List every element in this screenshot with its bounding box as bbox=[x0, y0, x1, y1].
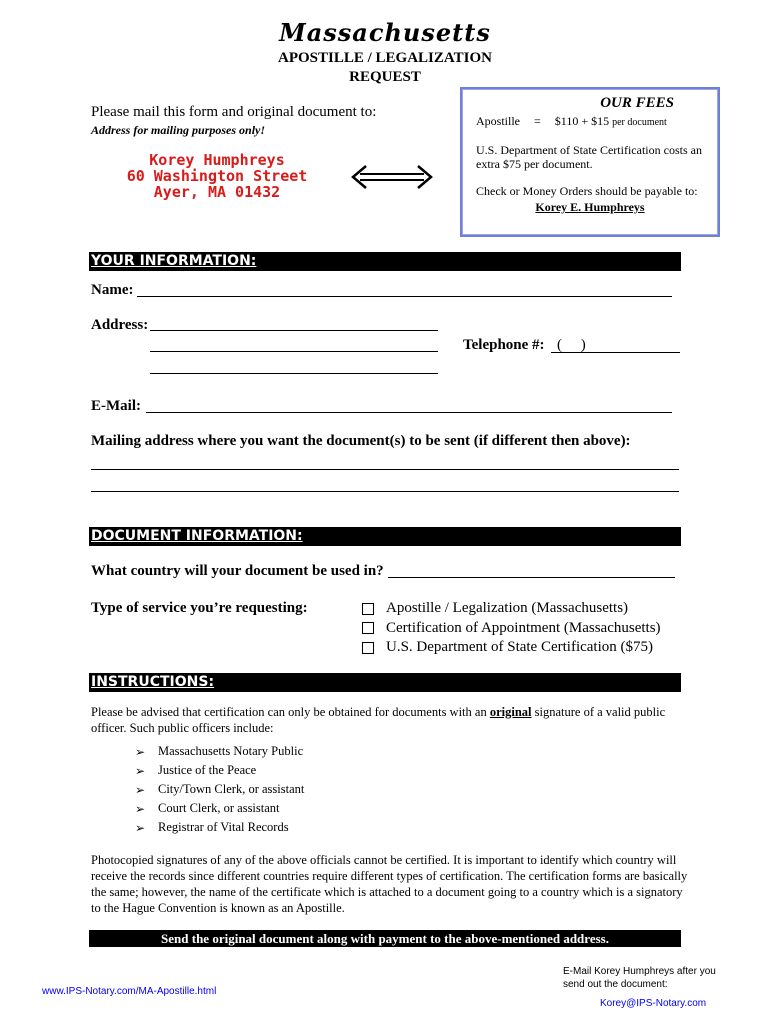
name-field[interactable] bbox=[137, 296, 672, 297]
document-information-header: DOCUMENT INFORMATION: bbox=[89, 527, 681, 546]
list-item bbox=[135, 780, 304, 799]
address-name: Korey Humphreys bbox=[149, 151, 285, 169]
officer-label: Court Clerk, or assistant bbox=[158, 801, 280, 815]
service-options bbox=[362, 599, 661, 658]
arrow-bullet-icon: ➢ bbox=[135, 801, 146, 816]
address-street: 60 Washington Street bbox=[126, 167, 308, 185]
footer-email-link[interactable]: Korey@IPS-Notary.com bbox=[600, 998, 707, 1009]
arrow-bullet-icon: ➢ bbox=[135, 763, 146, 778]
footer-email-note: E-Mail Korey Humphreys after you send out the document: bbox=[563, 966, 716, 990]
service-option-appointment[interactable] bbox=[362, 619, 661, 639]
service-option-label: Apostille / Legalization (Massachusetts) bbox=[386, 600, 629, 617]
arrow-bullet-icon: ➢ bbox=[135, 744, 146, 759]
service-option-state-cert[interactable] bbox=[362, 638, 661, 658]
checkbox[interactable] bbox=[362, 603, 374, 615]
list-item bbox=[135, 799, 304, 818]
service-type-label: Type of service you’re requesting: bbox=[91, 600, 308, 616]
service-option-label: Certification of Appointment (Massachusetts) bbox=[386, 619, 661, 636]
arrow-bullet-icon: ➢ bbox=[135, 782, 146, 797]
service-option-apostille[interactable] bbox=[362, 599, 661, 619]
list-item bbox=[135, 761, 304, 780]
country-field[interactable] bbox=[388, 577, 675, 578]
address-label: Address: bbox=[91, 317, 149, 333]
fees-title: OUR FEES bbox=[600, 95, 674, 111]
telephone-field[interactable] bbox=[551, 352, 680, 353]
mail-note: Address for mailing purposes only! bbox=[91, 123, 266, 137]
service-option-label: U.S. Department of State Certification ($75) bbox=[386, 639, 654, 656]
double-arrow-icon bbox=[350, 162, 434, 192]
state-cert-note: U.S. Department of State Certification costs an extra $75 per document. bbox=[476, 143, 702, 171]
send-note-bar: Send the original document along with payment to the above-mentioned address. bbox=[89, 930, 681, 947]
instructions-text-a: Please be advised that certification can only be obtained for documents with an bbox=[91, 705, 490, 719]
mailing-address-label: Mailing address where you want the document(s) to be sent (if different then above): bbox=[91, 433, 631, 449]
email-label: E-Mail: bbox=[91, 398, 141, 414]
page-title: Massachusetts bbox=[279, 18, 491, 47]
apostille-fee-row bbox=[476, 114, 704, 129]
address-field-line2[interactable] bbox=[150, 351, 438, 352]
mailing-address-field-line1[interactable] bbox=[91, 469, 679, 470]
your-information-header: YOUR INFORMATION: bbox=[89, 252, 681, 271]
instructions-text-b: signature of a valid public officer. Such public officers include: bbox=[91, 705, 666, 735]
mailing-address bbox=[117, 152, 317, 200]
name-label: Name: bbox=[91, 282, 134, 298]
list-item bbox=[135, 742, 304, 761]
instructions-paragraph-1 bbox=[91, 704, 691, 736]
fee-equals: = bbox=[534, 114, 541, 128]
apostille-fee-price: $110 + $15 bbox=[554, 114, 610, 128]
mailing-address-field-line2[interactable] bbox=[91, 491, 679, 492]
officer-label: Massachusetts Notary Public bbox=[158, 744, 304, 758]
footer-url-link[interactable]: www.IPS-Notary.com/MA-Apostille.html bbox=[42, 986, 217, 997]
officer-list bbox=[135, 742, 304, 837]
fees-box bbox=[460, 87, 720, 237]
telephone-area-code: ( ) bbox=[557, 337, 586, 353]
telephone-label: Telephone #: bbox=[463, 337, 545, 353]
payee-name: Korey E. Humphreys bbox=[535, 200, 645, 214]
address-city: Ayer, MA 01432 bbox=[153, 183, 281, 201]
apostille-fee-label: Apostille bbox=[476, 114, 520, 128]
per-document: per document bbox=[612, 117, 667, 128]
address-field-line3[interactable] bbox=[150, 373, 438, 374]
form-subtitle-line1: APOSTILLE / LEGALIZATION bbox=[278, 50, 492, 66]
instructions-header: INSTRUCTIONS: bbox=[89, 673, 681, 692]
instructions-paragraph-2: Photocopied signatures of any of the above officials cannot be certified. It is important to identify which country will receive the records since different countries require different types of certification. The certification forms are basically the same; however, the name of the certificate which is attached to a document going to a country which is a signatory to the Hague Convention is known as an Apostille. bbox=[91, 853, 688, 915]
address-field-line1[interactable] bbox=[150, 330, 438, 331]
payable-note: Check or Money Orders should be payable to: bbox=[476, 184, 698, 198]
checkbox[interactable] bbox=[362, 642, 374, 654]
instructions-original-emphasis: original bbox=[489, 705, 532, 719]
mail-instruction: Please mail this form and original document to: bbox=[91, 104, 377, 120]
officer-label: Registrar of Vital Records bbox=[158, 820, 289, 834]
list-item bbox=[135, 818, 304, 837]
officer-label: Justice of the Peace bbox=[158, 763, 257, 777]
checkbox[interactable] bbox=[362, 622, 374, 634]
email-field[interactable] bbox=[146, 412, 672, 413]
form-subtitle-line2: REQUEST bbox=[349, 69, 421, 85]
country-label: What country will your document be used in? bbox=[91, 563, 384, 579]
arrow-bullet-icon: ➢ bbox=[135, 820, 146, 835]
officer-label: City/Town Clerk, or assistant bbox=[158, 782, 305, 796]
